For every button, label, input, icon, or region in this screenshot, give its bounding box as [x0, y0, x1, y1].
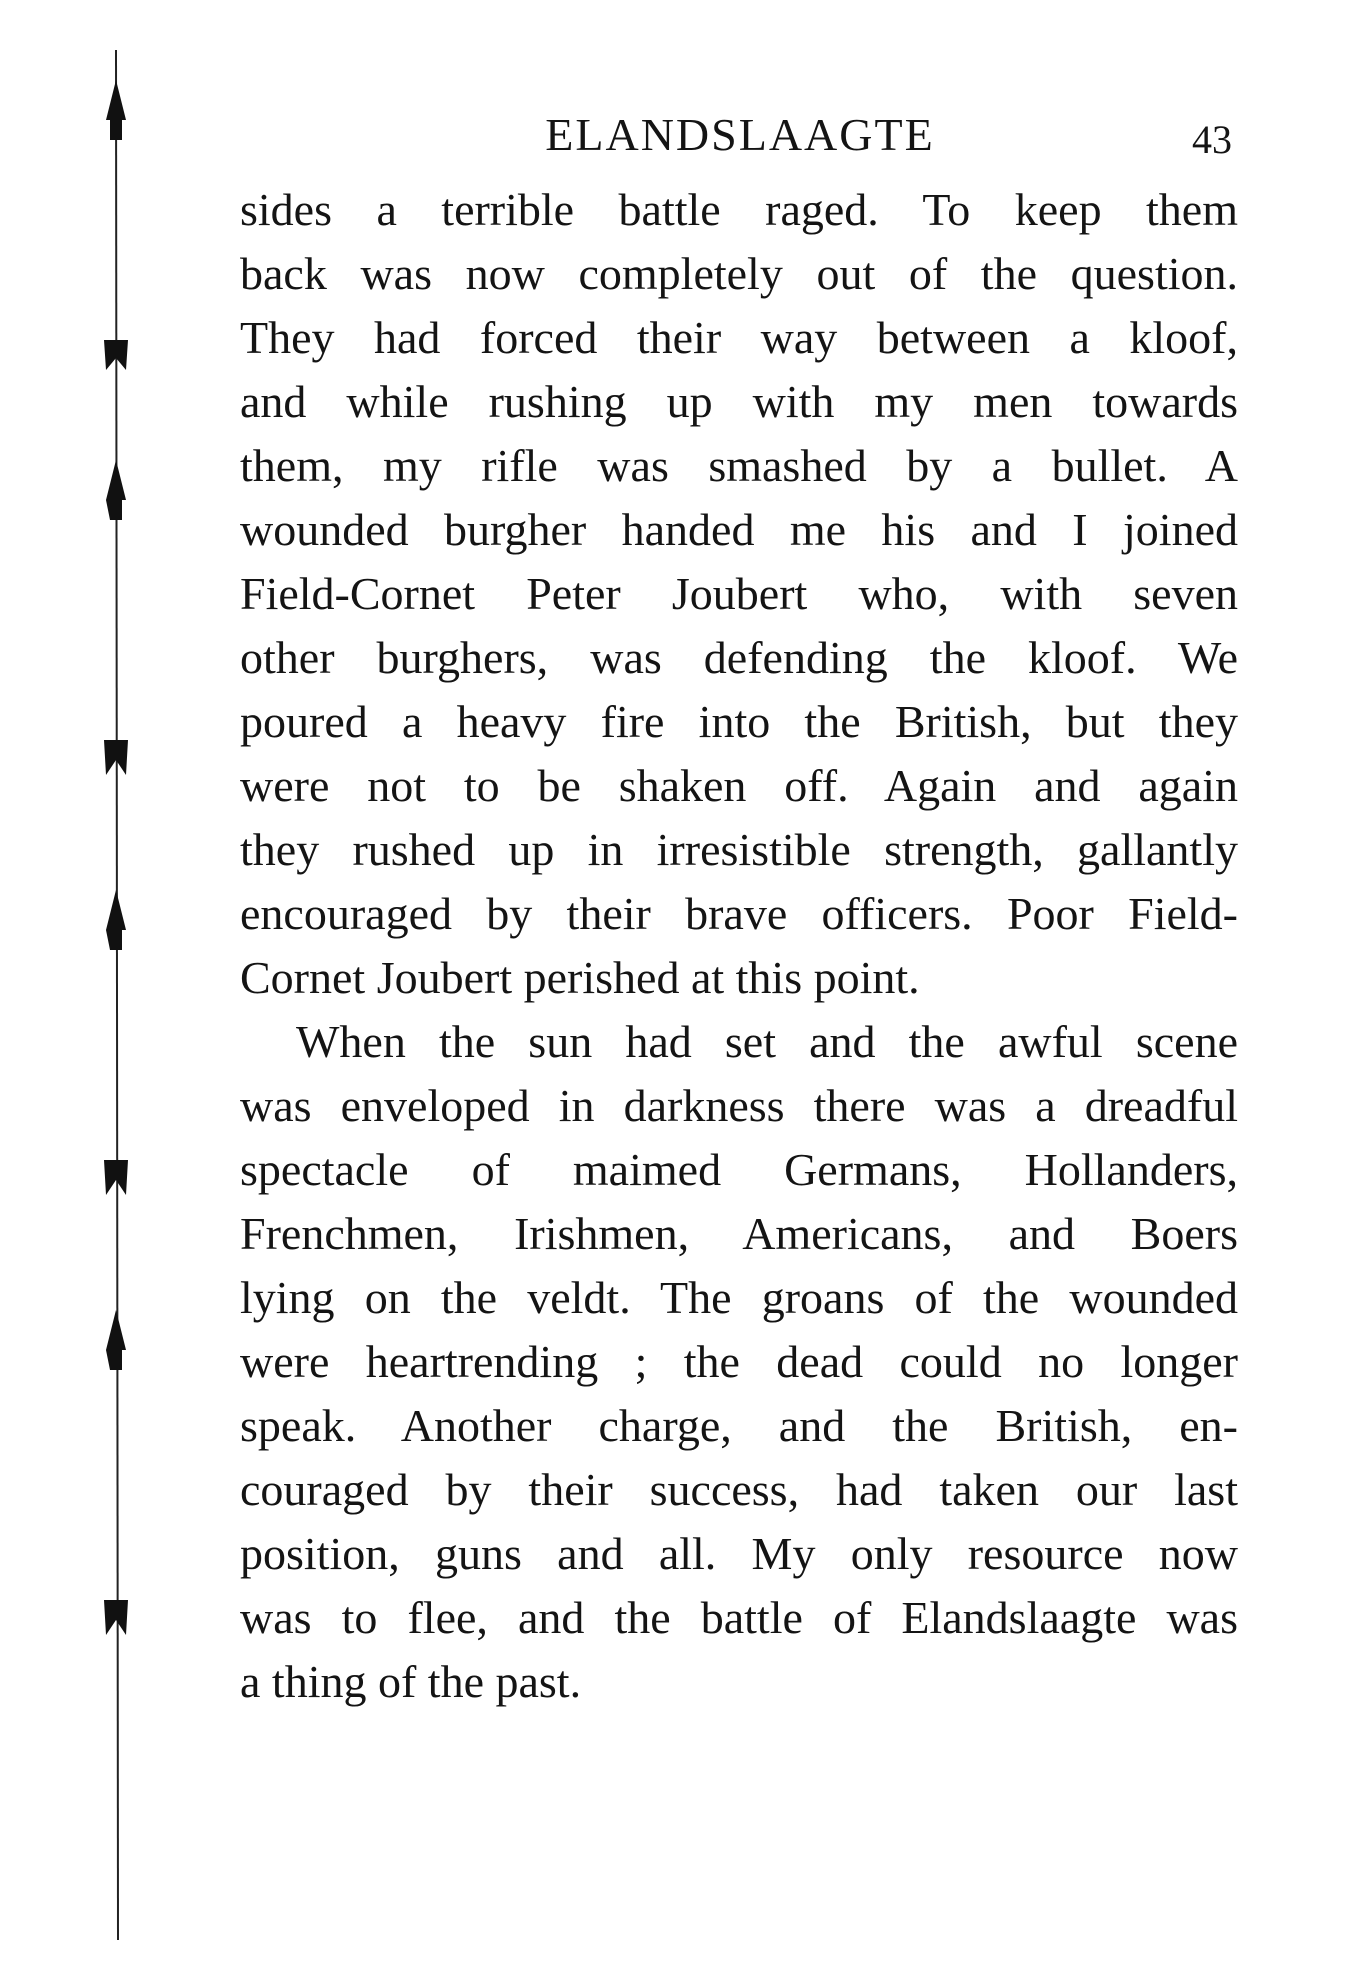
text-line: sides a terrible battle raged. To keep them [240, 184, 1238, 235]
text-line: were not to be shaken off. Again and again [240, 760, 1238, 811]
text-line: Field-Cornet Peter Joubert who, with seven [240, 568, 1238, 619]
text-line: Frenchmen, Irishmen, Americans, and Boers [240, 1208, 1238, 1259]
text-line: encouraged by their brave officers. Poor Field- [240, 888, 1238, 939]
text-line: speak. Another charge, and the British, en- [240, 1400, 1238, 1451]
paragraph-1 [240, 178, 1238, 1010]
text-line: They had forced their way between a kloof, [240, 312, 1238, 363]
text-line: When the sun had set and the awful scene [296, 1016, 1238, 1067]
text-line: wounded burgher handed me his and I joined [240, 504, 1238, 555]
text-line: a thing of the past. [240, 1656, 582, 1707]
text-line: was to flee, and the battle of Elandslaagte was [240, 1592, 1238, 1643]
paragraph-2 [240, 1010, 1238, 1714]
running-title: ELANDSLAAGTE [545, 109, 935, 160]
text-line: poured a heavy fire into the British, but they [240, 696, 1238, 747]
text-line: and while rushing up with my men towards [240, 376, 1238, 427]
text-line: were heartrending ; the dead could no longer [240, 1336, 1238, 1387]
text-line: Cornet Joubert perished at this point. [240, 952, 920, 1003]
text-line: spectacle of maimed Germans, Hollanders, [240, 1144, 1238, 1195]
text-line: lying on the veldt. The groans of the wounded [240, 1272, 1238, 1323]
text-line: they rushed up in irresistible strength, gallantly [240, 824, 1238, 875]
body-text [240, 178, 1238, 1714]
page-header [240, 108, 1240, 168]
text-line: back was now completely out of the question. [240, 248, 1238, 299]
binding-spine-ornament [100, 40, 140, 1960]
page-number: 43 [1192, 117, 1232, 162]
text-line: was enveloped in darkness there was a dreadful [240, 1080, 1238, 1131]
text-line: other burghers, was defending the kloof. We [240, 632, 1238, 683]
text-line: them, my rifle was smashed by a bullet. A [240, 440, 1238, 491]
text-line: position, guns and all. My only resource now [240, 1528, 1238, 1579]
text-line: couraged by their success, had taken our last [240, 1464, 1238, 1515]
